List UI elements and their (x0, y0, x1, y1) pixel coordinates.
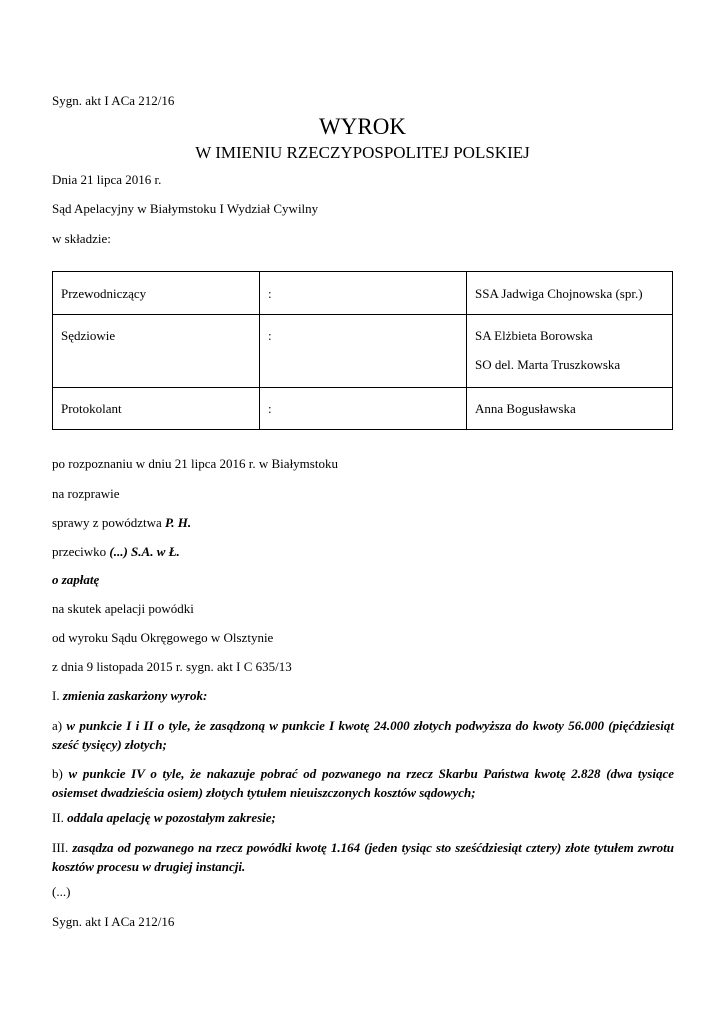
ruling-point-2: II. oddala apelację w pozostałym zakresie; (52, 810, 276, 825)
defendant-line: przeciwko (...) S.A. w Ł. (52, 544, 180, 559)
table-row (53, 388, 673, 430)
plaintiff-name: P. H. (165, 515, 192, 530)
subject-line: o zapłatę (52, 572, 100, 587)
session-line: na rozprawie (52, 486, 120, 501)
ruling-point-1: I. zmienia zaskarżony wyrok: (52, 688, 208, 703)
hearing-line: po rozpoznaniu w dniu 21 lipca 2016 r. w Białymstoku (52, 456, 338, 471)
court-panel-table (52, 271, 673, 430)
document-subtitle: W IMIENIU RZECZYPOSPOLITEJ POLSKIEJ (195, 143, 530, 162)
judgment-date-line: z dnia 9 listopada 2015 r. sygn. akt I C 635/13 (52, 659, 292, 674)
document-title: WYROK (319, 114, 406, 139)
ruling-point-3: III. zasądza od pozwanego na rzecz powódki kwotę 1.164 (jeden tysiąc sto sześćdziesiąt cztery) złote tytułem zwrotu kosztów procesu w drugiej instancji. (52, 840, 674, 874)
separator-cell: : (260, 315, 467, 388)
separator-cell: : (260, 388, 467, 430)
table-row (53, 315, 673, 388)
judgment-date: Dnia 21 lipca 2016 r. (52, 172, 162, 187)
ruling-point-b: b) w punkcie IV o tyle, że nakazuje pobrać od pozwanego na rzecz Skarbu Państwa kwotę 2.828 (dwa tysiące osiemset dwadzieścia osiem) złotych tytułem nieuiszczonych kosztów sądowych; (52, 766, 674, 800)
court-name: Sąd Apelacyjny w Białymstoku I Wydział Cywilny (52, 201, 319, 216)
role-cell: Protokolant (53, 388, 260, 430)
names-cell: Anna Bogusławska (467, 388, 673, 430)
appeal-line: na skutek apelacji powódki (52, 601, 194, 616)
role-cell: Sędziowie (53, 315, 260, 388)
separator-cell: : (260, 272, 467, 315)
names-cell: SSA Jadwiga Chojnowska (spr.) (467, 272, 673, 315)
omission-marker: (...) (52, 884, 71, 899)
names-cell: SA Elżbieta Borowska SO del. Marta Truszkowska (467, 315, 673, 388)
role-cell: Przewodniczący (53, 272, 260, 315)
plaintiff-line: sprawy z powództwa P. H. (52, 515, 192, 530)
table-row (53, 272, 673, 315)
case-signature-top: Sygn. akt I ACa 212/16 (52, 93, 175, 108)
defendant-name: (...) S.A. w Ł. (109, 544, 180, 559)
case-signature-bottom: Sygn. akt I ACa 212/16 (52, 914, 175, 929)
composition-label: w składzie: (52, 231, 111, 246)
ruling-point-a: a) w punkcie I i II o tyle, że zasądzoną w punkcie I kwotę 24.000 złotych podwyższa do kwoty 56.000 (pięćdziesiąt sześć tysięcy) złotych; (52, 718, 674, 752)
judgment-of-line: od wyroku Sądu Okręgowego w Olsztynie (52, 630, 274, 645)
